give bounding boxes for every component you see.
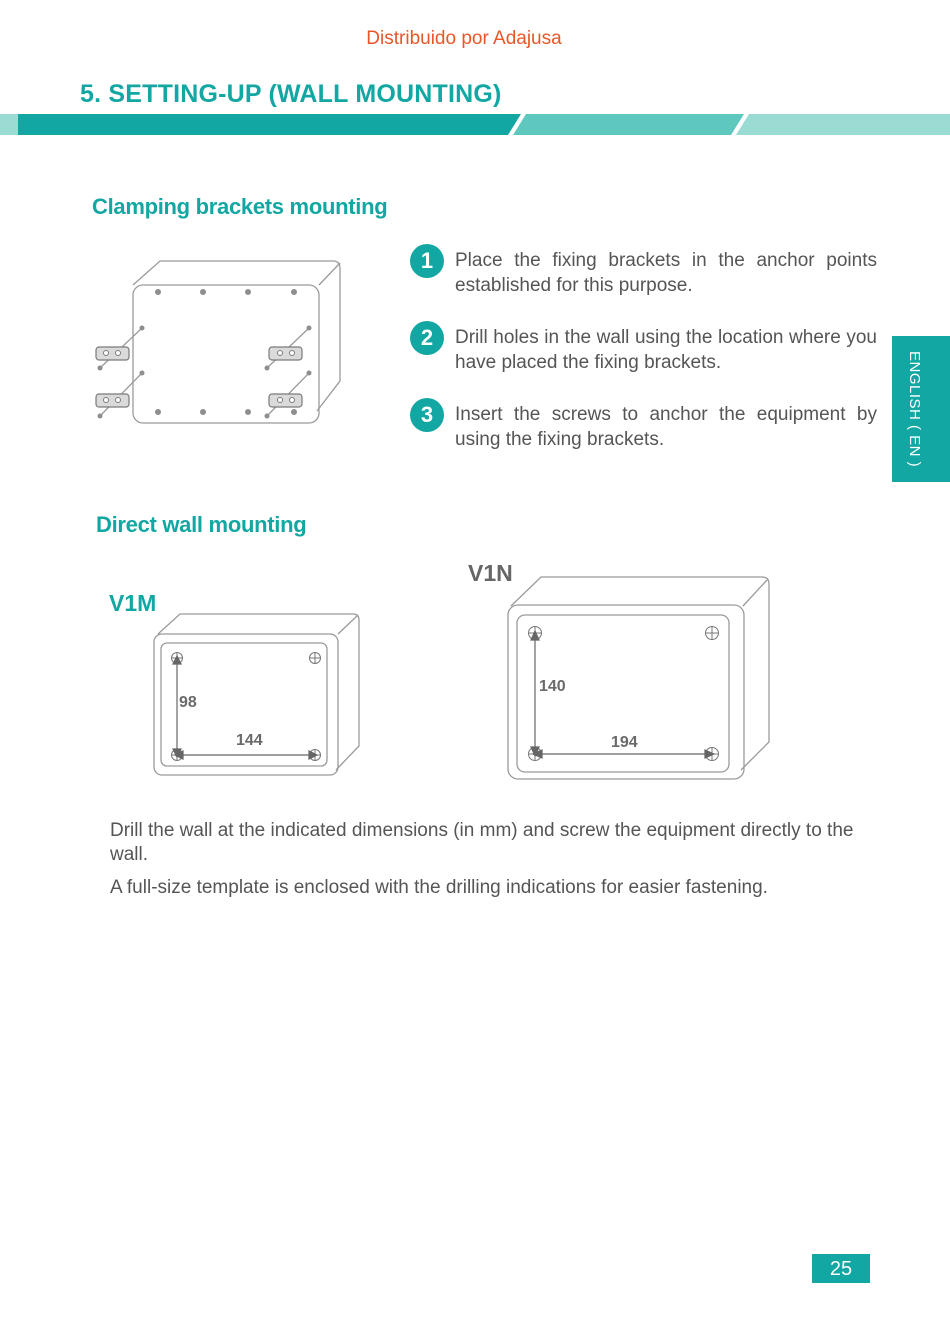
- step-text: Insert the screws to anchor the equipment by using the fixing brackets.: [455, 404, 877, 450]
- step-3: [410, 398, 877, 452]
- step-number-badge: 1: [410, 244, 444, 278]
- drill-instructions-paragraph: Drill the wall at the indicated dimensions (in mm) and screw the equipment directly to the wall.: [110, 820, 854, 865]
- step-number-badge: 3: [410, 398, 444, 432]
- step-number-badge: 2: [410, 321, 444, 355]
- distributor-note: Distribuido por Adajusa: [366, 28, 562, 49]
- template-note-paragraph: A full-size template is enclosed with the drilling indications for easier fastening.: [110, 877, 768, 898]
- steps-list: [410, 244, 877, 475]
- clamping-heading: Clamping brackets mounting: [92, 194, 388, 219]
- v1n-width-label: 194: [611, 734, 638, 751]
- v1m-width-label: 144: [236, 732, 263, 749]
- page-number: 25: [812, 1254, 870, 1283]
- section-title: 5. SETTING-UP (WALL MOUNTING): [80, 80, 502, 108]
- header-band: [0, 114, 950, 135]
- clamping-illustration: [90, 255, 350, 430]
- v1n-label: V1N: [468, 560, 513, 586]
- v1m-height-label: 98: [179, 694, 197, 711]
- v1m-label: V1M: [109, 590, 157, 616]
- step-text: Drill holes in the wall using the location where you have placed the fixing brackets.: [455, 327, 877, 373]
- language-tab-label: ENGLISH ( EN ): [906, 350, 923, 468]
- step-1: [410, 244, 877, 298]
- step-2: [410, 321, 877, 375]
- direct-mounting-heading: Direct wall mounting: [96, 512, 307, 537]
- step-text: Place the fixing brackets in the anchor points established for this purpose.: [455, 250, 877, 296]
- v1n-height-label: 140: [539, 678, 566, 695]
